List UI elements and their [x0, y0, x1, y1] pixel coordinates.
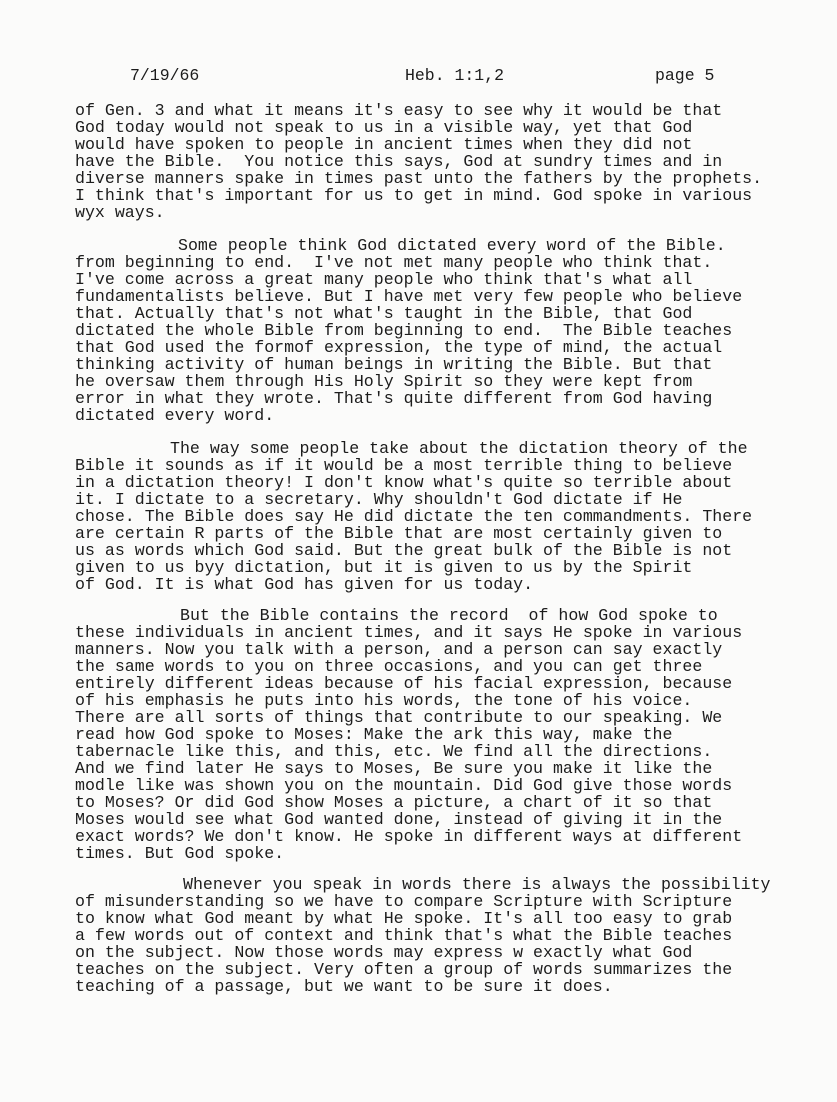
text-line: modle like was shown you on the mountain. Did God give those words: [75, 776, 733, 795]
text-line: would have spoken to people in ancient times when they did not: [75, 135, 693, 154]
text-line: chose. The Bible does say He did dictate the ten commandments. There: [75, 507, 753, 526]
text-line: read how God spoke to Moses: Make the ark this way, make the: [75, 725, 673, 744]
text-line: error in what they wrote. That's quite different from God having: [75, 389, 713, 408]
text-line: to know what God meant by what He spoke. It's all too easy to grab: [75, 909, 733, 928]
header-page-number: page 5: [655, 66, 715, 85]
paragraph-1: [75, 102, 762, 221]
paragraph-2: [75, 237, 742, 424]
header-reference: Heb. 1:1,2: [405, 66, 505, 85]
text-line: a few words out of context and think that's what the Bible teaches: [75, 926, 733, 945]
text-line: the same words to you on three occasions, and you can get three: [75, 657, 703, 676]
text-line: I've come across a great many people who think that's what all: [75, 270, 693, 289]
text-line: wyx ways.: [75, 203, 165, 222]
text-line: I think that's important for us to get in mind. God spoke in various: [75, 186, 753, 205]
text-line: God today would not speak to us in a visible way, yet that God: [75, 118, 693, 137]
text-line: us as words which God said. But the great bulk of the Bible is not: [75, 541, 733, 560]
text-line: these individuals in ancient times, and it says He spoke in various: [75, 623, 743, 642]
text-line: teaches on the subject. Very often a group of words summarizes the: [75, 960, 733, 979]
text-line: There are all sorts of things that contribute to our speaking. We: [75, 708, 723, 727]
text-line: from beginning to end. I've not met many people who think that.: [75, 253, 713, 272]
text-line: in a dictation theory! I don't know what's quite so terrible about: [75, 473, 733, 492]
text-line: tabernacle like this, and this, etc. We find all the directions.: [75, 742, 713, 761]
text-line: of God. It is what God has given for us today.: [75, 575, 534, 594]
paragraph-3: [75, 440, 752, 593]
text-line: are certain R parts of the Bible that are most certainly given to: [75, 524, 723, 543]
text-line: times. But God spoke.: [75, 844, 285, 863]
text-line: Bible it sounds as if it would be a most terrible thing to believe: [75, 456, 733, 475]
text-line: dictated the whole Bible from beginning to end. The Bible teaches: [75, 321, 733, 340]
text-line: it. I dictate to a secretary. Why shouldn't God dictate if He: [75, 490, 683, 509]
text-line: But the Bible contains the record of how God spoke to: [180, 606, 718, 625]
text-line: of Gen. 3 and what it means it's easy to see why it would be that: [75, 101, 723, 120]
text-line: that God used the formof expression, the type of mind, the actual: [75, 338, 723, 357]
text-line: he oversaw them through His Holy Spirit so they were kept from: [75, 372, 693, 391]
text-line: of his emphasis he puts into his words, the tone of his voice.: [75, 691, 693, 710]
text-line: given to us byy dictation, but it is given to us by the Spirit: [75, 558, 693, 577]
text-line: And we find later He says to Moses, Be sure you make it like the: [75, 759, 713, 778]
text-line: thinking activity of human beings in writing the Bible. But that: [75, 355, 713, 374]
text-line: of misunderstanding so we have to compare Scripture with Scripture: [75, 892, 733, 911]
text-line: to Moses? Or did God show Moses a picture, a chart of it so that: [75, 793, 713, 812]
text-line: entirely different ideas because of his facial expression, because: [75, 674, 733, 693]
text-line: on the subject. Now those words may express w exactly what God: [75, 943, 693, 962]
text-line: fundamentalists believe. But I have met very few people who believe: [75, 287, 743, 306]
text-line: Some people think God dictated every word of the Bible.: [178, 236, 726, 255]
text-line: exact words? We don't know. He spoke in different ways at different: [75, 827, 743, 846]
text-line: diverse manners spake in times past unto the fathers by the prophets.: [75, 169, 763, 188]
text-line: Moses would see what God wanted done, instead of giving it in the: [75, 810, 723, 829]
text-line: manners. Now you talk with a person, and a person can say exactly: [75, 640, 723, 659]
header-date: 7/19/66: [130, 66, 200, 85]
paragraph-4: [75, 607, 742, 862]
text-line: Whenever you speak in words there is always the possibility: [183, 875, 771, 894]
text-line: dictated every word.: [75, 406, 275, 425]
paragraph-5: [75, 876, 771, 995]
text-line: teaching of a passage, but we want to be sure it does.: [75, 977, 613, 996]
text-line: have the Bible. You notice this says, God at sundry times and in: [75, 152, 723, 171]
text-line: The way some people take about the dictation theory of the: [170, 439, 748, 458]
text-line: that. Actually that's not what's taught in the Bible, that God: [75, 304, 693, 323]
